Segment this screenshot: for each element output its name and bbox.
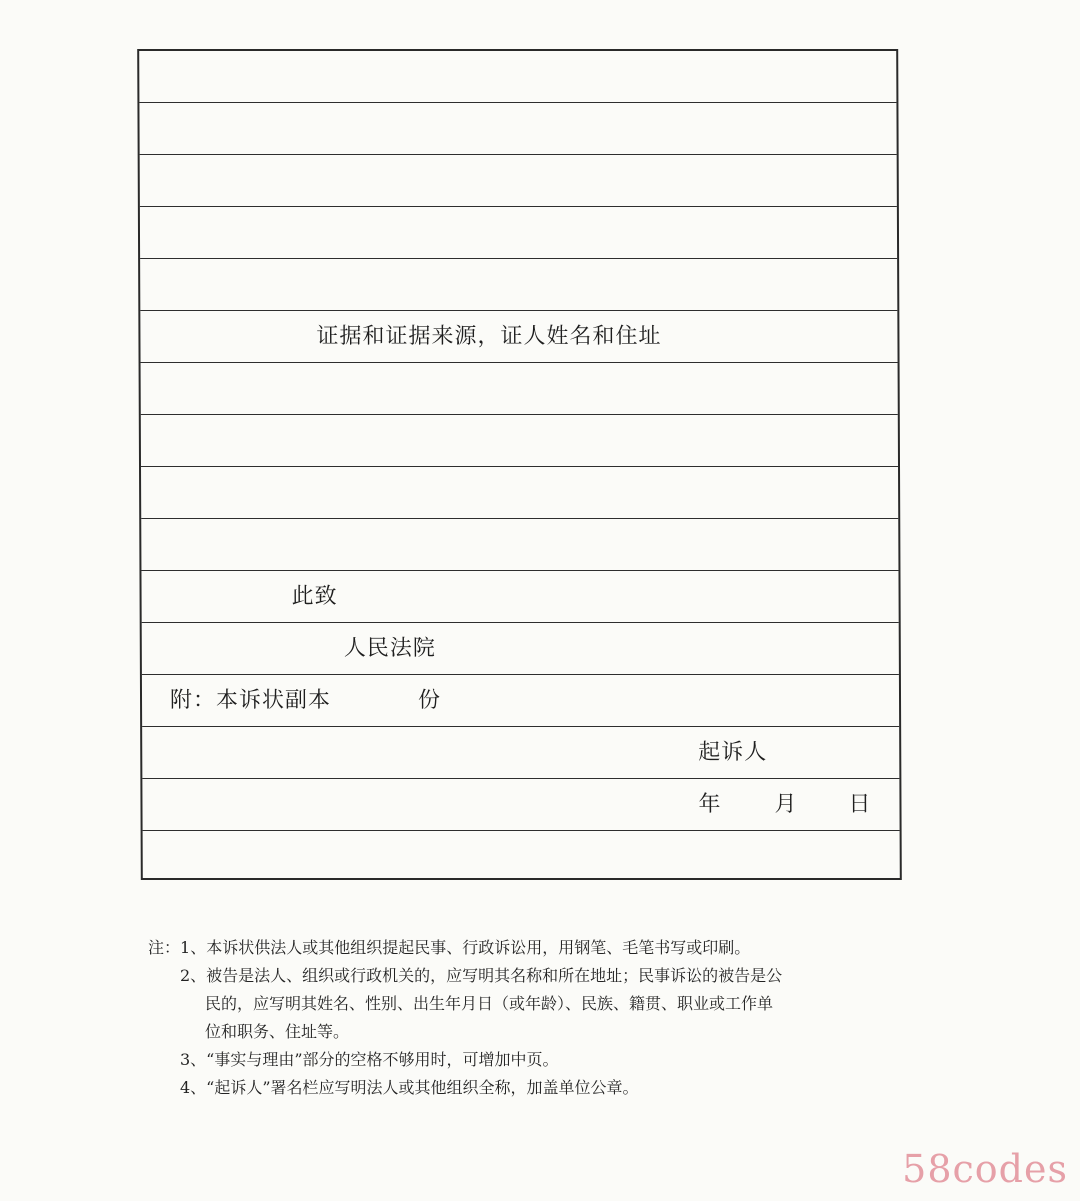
note-line-4 [148,1018,908,1046]
blank-row [141,467,898,519]
blank-row [141,363,898,415]
date-month: 月 [774,792,798,817]
blank-row [141,415,898,467]
date-day: 日 [848,792,872,817]
salutation-row [141,571,898,623]
note-item: 3、“事实与理由”部分的空格不够用时，可增加中页。 [180,1050,559,1069]
date-year: 年 [698,792,722,817]
note-line-2 [148,962,908,990]
complaint-form-table [137,49,902,880]
date-row [142,779,899,831]
note-item: 2、被告是法人、组织或行政机关的，应写明其名称和所在地址；民事诉讼的被告是公 [180,966,783,985]
notes-prefix: 注： [148,938,181,957]
court-row [142,623,899,675]
evidence-heading: 证据和证据来源，证人姓名和住址 [316,324,662,349]
note-line-3 [148,990,908,1018]
plaintiff-label: 起诉人 [698,740,768,765]
blank-row [141,519,898,571]
note-line-1 [148,934,908,962]
notes-section [148,934,908,1102]
blank-row [139,51,896,103]
note-item: 1、本诉状供法人或其他组织提起民事、行政诉讼用，用钢笔、毛笔书写或印刷。 [180,938,751,957]
note-item-continuation: 民的，应写明其姓名、性别、出生年月日（或年龄）、民族、籍贯、职业或工作单 [205,994,774,1013]
evidence-heading-row [140,311,897,363]
attachment-row [142,675,899,727]
plaintiff-row [142,727,899,779]
blank-row [140,207,897,259]
note-item: 4、“起诉人”署名栏应写明法人或其他组织全称，加盖单位公章。 [180,1078,639,1097]
salutation: 此致 [291,584,338,609]
note-line-5 [148,1046,908,1074]
note-line-6 [148,1074,908,1102]
note-item-continuation: 位和职务、住址等。 [205,1022,350,1041]
attachment-unit: 份 [417,688,442,713]
blank-row [139,103,896,155]
watermark: 58codes [902,1147,1068,1191]
court-name: 人民法院 [343,636,436,661]
blank-row [140,155,897,207]
attachment-label: 附：本诉状副本 [169,688,332,713]
blank-row [143,831,900,883]
blank-row [140,259,897,311]
